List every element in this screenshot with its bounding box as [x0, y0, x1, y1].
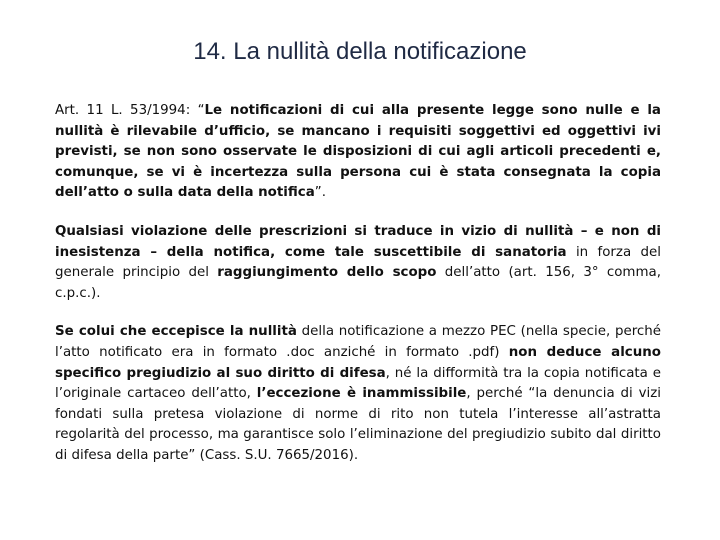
para1-seg: ”. — [314, 185, 326, 201]
para3-seg: della notificazione a mezzo PEC (nella specie, perché l’atto notificato era in formato .doc anziché in formato .pdf) — [55, 324, 661, 360]
quoted-law-text: Le notificazioni di cui alla presente legge sono nulle e la nullità è rilevabile d’ufficio, se mancano i requisiti soggettivi ed oggettivi ivi previsti, se non sono osservate le disposizioni di cui agli articoli precedenti e, comunque, se vi è incertezza sulla persona cui è stata consegnata la copia dell’atto o sulla data della notifica — [55, 103, 661, 201]
para2-seg: in forza del generale principio del — [55, 244, 661, 281]
para2-bold: Qualsiasi violazione delle prescrizioni si traduce in vizio di nullità – e non di inesistenza – della notifica, come tale suscettibile di sanatoria — [55, 223, 661, 260]
slide-body — [55, 101, 661, 467]
paragraph-violation — [55, 222, 661, 304]
para3-bold: Se colui che eccepisce la nullità — [55, 324, 297, 340]
para2-seg: dell’atto (art. 156, 3° comma, c.p.c.). — [55, 265, 661, 301]
para1-seg: Art. 11 L. 53/1994: “ — [55, 103, 205, 118]
para3-bold: non deduce alcuno specifico pregiudizio al suo diritto di difesa — [55, 344, 661, 381]
para3-bold: l’eccezione è inammissibile — [256, 386, 467, 402]
paragraph-pec — [55, 322, 661, 466]
paragraph-art-11 — [55, 101, 661, 204]
para3-seg: , perché “la denuncia di vizi fondati sulla pretesa violazione di norme di rito non tutela l’interesse all’astratta regolarità del processo, ma garantisce solo l’eliminazione del pregiudizio subito dal diritto di difesa della parte” (Cass. S.U. 7665/2016). — [55, 386, 662, 463]
para2-bold: raggiungimento dello scopo — [217, 265, 437, 281]
para3-seg: , né la difformità tra la copia notificata e l’originale cartaceo dell’atto, — [55, 365, 661, 402]
slide-title: 14. La nullità della notificazione — [193, 38, 527, 65]
